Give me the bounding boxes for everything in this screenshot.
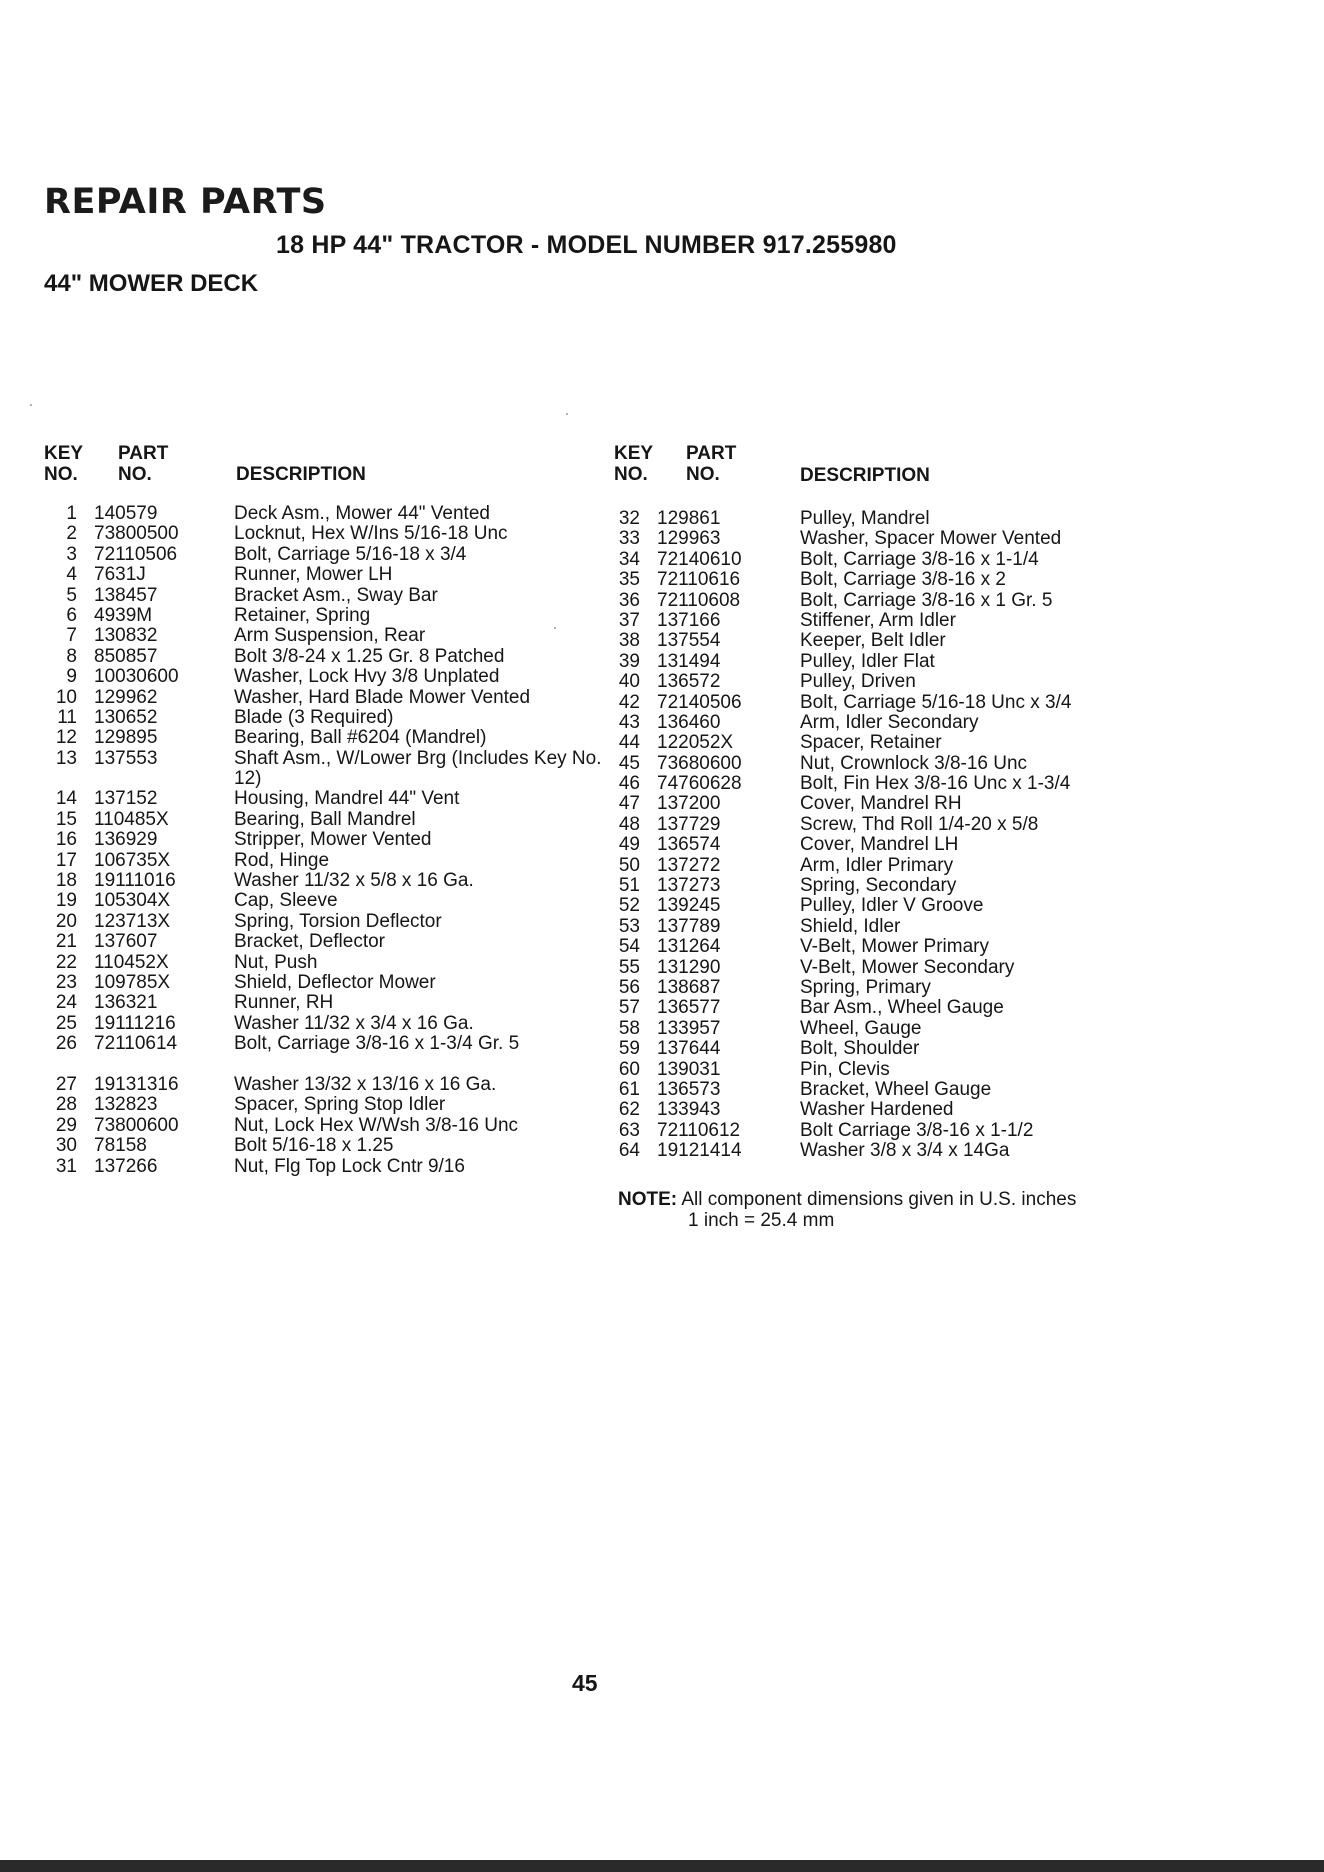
part-description: Spring, Secondary bbox=[800, 875, 957, 897]
part-description: Nut, Flg Top Lock Cntr 9/16 bbox=[234, 1155, 465, 1177]
parts-row bbox=[42, 606, 602, 626]
parts-row bbox=[42, 708, 602, 728]
part-number: 137554 bbox=[657, 630, 721, 652]
parts-row bbox=[42, 1116, 602, 1136]
parts-row bbox=[42, 586, 602, 606]
part-number: 129962 bbox=[94, 686, 158, 708]
parts-row bbox=[610, 591, 1190, 611]
parts-row bbox=[42, 912, 602, 932]
model-heading: 18 HP 44" TRACTOR - MODEL NUMBER 917.255980 bbox=[276, 231, 897, 259]
part-description: Spring, Primary bbox=[800, 976, 931, 998]
part-description: Nut, Push bbox=[234, 951, 318, 973]
part-number: 73800600 bbox=[94, 1114, 179, 1136]
part-no-header-right: PART NO. bbox=[686, 443, 737, 485]
part-number: 131290 bbox=[657, 956, 721, 978]
parts-row bbox=[42, 545, 602, 565]
key-number: 43 bbox=[618, 711, 640, 733]
parts-row bbox=[610, 856, 1190, 876]
note-text: All component dimensions given in U.S. inches bbox=[681, 1189, 1077, 1210]
key-number: 13 bbox=[55, 747, 77, 769]
part-description: Stiffener, Arm Idler bbox=[800, 609, 956, 631]
part-description: Stripper, Mower Vented bbox=[234, 829, 432, 851]
part-description: Bracket, Deflector bbox=[234, 931, 385, 953]
parts-row bbox=[610, 733, 1190, 753]
parts-row bbox=[42, 1157, 602, 1177]
key-number: 8 bbox=[66, 645, 77, 667]
parts-row bbox=[610, 835, 1190, 855]
key-no-header-right: KEY NO. bbox=[614, 443, 654, 485]
part-number: 130652 bbox=[94, 706, 158, 728]
key-number: 11 bbox=[57, 706, 77, 728]
key-number: 7 bbox=[66, 625, 77, 647]
part-description: Shaft Asm., W/Lower Brg (Includes Key No. 12) bbox=[234, 747, 602, 790]
key-number: 57 bbox=[618, 997, 640, 1019]
part-description: Bolt 5/16-18 x 1.25 bbox=[234, 1135, 394, 1157]
parts-row bbox=[42, 871, 602, 891]
key-number: 2 bbox=[66, 523, 77, 545]
part-number: 129963 bbox=[657, 528, 721, 550]
part-number: 110485X bbox=[94, 808, 169, 830]
parts-row bbox=[610, 713, 1190, 733]
part-description: Bracket Asm., Sway Bar bbox=[234, 584, 438, 606]
page-number: 45 bbox=[572, 1670, 598, 1696]
part-description: Arm, Idler Primary bbox=[800, 854, 954, 876]
key-number: 25 bbox=[55, 1012, 77, 1034]
part-number: 74760628 bbox=[657, 773, 742, 795]
parts-row bbox=[610, 652, 1190, 672]
key-number: 19 bbox=[55, 890, 77, 912]
part-description: Bolt 3/8-24 x 1.25 Gr. 8 Patched bbox=[234, 645, 505, 667]
part-description: Keeper, Belt Idler bbox=[800, 630, 946, 652]
key-number: 42 bbox=[618, 691, 640, 713]
part-description: Washer, Hard Blade Mower Vented bbox=[234, 686, 531, 708]
part-number: 19111216 bbox=[94, 1012, 176, 1034]
parts-row bbox=[610, 570, 1190, 590]
parts-row bbox=[610, 529, 1190, 549]
part-description: Bearing, Ball Mandrel bbox=[234, 808, 416, 830]
part-number: 105304X bbox=[94, 890, 171, 912]
parts-row bbox=[610, 550, 1190, 570]
part-number: 130832 bbox=[94, 625, 158, 647]
parts-table-left bbox=[42, 504, 602, 1177]
part-description: Shield, Idler bbox=[800, 915, 901, 937]
part-number: 140579 bbox=[94, 503, 158, 524]
part-description: Pin, Clevis bbox=[800, 1058, 890, 1080]
part-description: Arm Suspension, Rear bbox=[234, 625, 426, 647]
part-description: Bolt, Carriage 3/8-16 x 1-1/4 bbox=[800, 548, 1039, 570]
parts-row bbox=[42, 626, 602, 646]
scan-speck bbox=[30, 404, 32, 406]
key-number: 54 bbox=[618, 936, 640, 958]
parts-row bbox=[610, 611, 1190, 631]
part-no-header: PART NO. bbox=[118, 443, 169, 485]
part-number: 129861 bbox=[657, 508, 721, 529]
part-description: Housing, Mandrel 44" Vent bbox=[234, 788, 460, 810]
key-number: 12 bbox=[55, 727, 77, 749]
section-heading: 44" MOWER DECK bbox=[44, 270, 259, 297]
key-no-header: KEY NO. bbox=[44, 443, 84, 485]
parts-row bbox=[42, 993, 602, 1013]
note-conversion: 1 inch = 25.4 mm bbox=[688, 1210, 835, 1231]
part-description: Runner, RH bbox=[234, 992, 334, 1014]
key-number: 53 bbox=[618, 915, 640, 937]
part-description: Cap, Sleeve bbox=[234, 890, 338, 912]
key-number: 55 bbox=[618, 956, 640, 978]
key-number: 23 bbox=[55, 972, 77, 993]
part-description: Bearing, Ball #6204 (Mandrel) bbox=[234, 727, 487, 749]
parts-row bbox=[42, 728, 602, 748]
parts-row bbox=[610, 1019, 1190, 1039]
key-number: 27 bbox=[55, 1073, 77, 1095]
part-number: 10030600 bbox=[94, 666, 179, 688]
part-number: 72110616 bbox=[657, 569, 741, 591]
part-description: Blade (3 Required) bbox=[234, 706, 394, 728]
parts-row bbox=[42, 565, 602, 585]
parts-row bbox=[610, 937, 1190, 957]
part-description: Locknut, Hex W/Ins 5/16-18 Unc bbox=[234, 523, 508, 545]
parts-row bbox=[42, 973, 602, 993]
part-number: 72140506 bbox=[657, 691, 742, 713]
parts-row bbox=[610, 978, 1190, 998]
part-number: 137266 bbox=[94, 1155, 158, 1177]
part-number: 123713X bbox=[94, 910, 171, 932]
key-number: 61 bbox=[618, 1078, 640, 1100]
part-number: 137200 bbox=[657, 793, 721, 815]
dimensions-note bbox=[618, 1189, 1077, 1231]
key-number: 49 bbox=[618, 834, 640, 856]
key-number: 18 bbox=[55, 870, 77, 892]
part-number: 137729 bbox=[657, 813, 721, 835]
key-number: 64 bbox=[618, 1140, 640, 1162]
description-header: DESCRIPTION bbox=[236, 464, 366, 485]
parts-row bbox=[610, 672, 1190, 692]
key-number: 50 bbox=[618, 854, 640, 876]
key-number: 63 bbox=[618, 1119, 640, 1141]
part-description: Washer, Spacer Mower Vented bbox=[800, 528, 1062, 550]
part-description: Shield, Deflector Mower bbox=[234, 972, 436, 993]
part-description: Pulley, Idler Flat bbox=[800, 650, 935, 672]
part-number: 72110614 bbox=[94, 1033, 178, 1055]
parts-row bbox=[610, 1080, 1190, 1100]
part-description: Pulley, Driven bbox=[800, 671, 916, 693]
part-description: Spacer, Retainer bbox=[800, 732, 942, 754]
part-number: 137166 bbox=[657, 609, 721, 631]
parts-table-right bbox=[610, 509, 1190, 1162]
key-number: 30 bbox=[55, 1135, 77, 1157]
part-description: Cover, Mandrel RH bbox=[800, 793, 962, 815]
part-number: 19111016 bbox=[94, 870, 176, 892]
part-description: Spring, Torsion Deflector bbox=[234, 910, 442, 932]
part-description: Pulley, Idler V Groove bbox=[800, 895, 984, 917]
parts-row bbox=[42, 1034, 602, 1075]
key-number: 3 bbox=[66, 543, 77, 565]
part-description: Bolt, Carriage 5/16-18 Unc x 3/4 bbox=[800, 691, 1072, 713]
part-number: 850857 bbox=[94, 645, 158, 667]
part-number: 136460 bbox=[657, 711, 721, 733]
part-number: 136929 bbox=[94, 829, 158, 851]
part-number: 138687 bbox=[657, 976, 721, 998]
part-number: 73680600 bbox=[657, 752, 742, 774]
part-description: Pulley, Mandrel bbox=[800, 508, 930, 529]
key-number: 46 bbox=[618, 773, 640, 795]
key-number: 4 bbox=[66, 564, 77, 586]
part-number: 131494 bbox=[657, 650, 721, 672]
parts-row bbox=[610, 774, 1190, 794]
key-number: 9 bbox=[66, 666, 77, 688]
part-number: 131264 bbox=[657, 936, 721, 958]
part-number: 139245 bbox=[657, 895, 721, 917]
parts-row bbox=[610, 1060, 1190, 1080]
key-number: 47 bbox=[618, 793, 640, 815]
part-number: 139031 bbox=[657, 1058, 721, 1080]
parts-row bbox=[42, 830, 602, 850]
part-description: Bolt, Shoulder bbox=[800, 1038, 920, 1060]
part-number: 136321 bbox=[94, 992, 158, 1014]
part-description: Retainer, Spring bbox=[234, 604, 371, 626]
part-number: 122052X bbox=[657, 732, 734, 754]
parts-row bbox=[42, 647, 602, 667]
parts-row bbox=[42, 932, 602, 952]
key-number: 45 bbox=[618, 752, 640, 774]
part-number: 7631J bbox=[94, 564, 146, 586]
part-description: Bolt, Carriage 3/8-16 x 1-3/4 Gr. 5 bbox=[234, 1033, 520, 1055]
key-number: 62 bbox=[618, 1099, 640, 1121]
part-description: Deck Asm., Mower 44" Vented bbox=[234, 503, 490, 524]
part-number: 136572 bbox=[657, 671, 721, 693]
key-number: 51 bbox=[618, 875, 640, 897]
parts-row bbox=[610, 958, 1190, 978]
part-description: V-Belt, Mower Primary bbox=[800, 936, 989, 958]
key-number: 36 bbox=[618, 589, 640, 611]
key-number: 1 bbox=[66, 503, 77, 524]
part-number: 110452X bbox=[94, 951, 169, 973]
key-number: 39 bbox=[618, 650, 640, 672]
parts-row bbox=[610, 509, 1190, 529]
key-number: 10 bbox=[55, 686, 77, 708]
part-description: Bolt Carriage 3/8-16 x 1-1/2 bbox=[800, 1119, 1034, 1141]
key-number: 33 bbox=[618, 528, 640, 550]
parts-row bbox=[42, 749, 602, 790]
parts-row bbox=[42, 504, 602, 524]
part-description: Bracket, Wheel Gauge bbox=[800, 1078, 992, 1100]
part-number: 109785X bbox=[94, 972, 171, 993]
key-number: 29 bbox=[55, 1114, 77, 1136]
key-number: 58 bbox=[618, 1017, 640, 1039]
parts-row bbox=[42, 1095, 602, 1115]
parts-row bbox=[42, 524, 602, 544]
part-number: 106735X bbox=[94, 849, 171, 871]
part-description: Arm, Idler Secondary bbox=[800, 711, 979, 733]
part-description: Washer Hardened bbox=[800, 1099, 954, 1121]
part-description: Bolt, Fin Hex 3/8-16 Unc x 1-3/4 bbox=[800, 773, 1071, 795]
part-number: 19121414 bbox=[657, 1140, 742, 1162]
part-description: Runner, Mower LH bbox=[234, 564, 393, 586]
part-number: 73800500 bbox=[94, 523, 179, 545]
parts-row bbox=[610, 876, 1190, 896]
parts-row bbox=[610, 1121, 1190, 1141]
parts-row bbox=[610, 1039, 1190, 1059]
part-description: Washer 11/32 x 5/8 x 16 Ga. bbox=[234, 870, 474, 892]
part-number: 137789 bbox=[657, 915, 721, 937]
part-number: 137152 bbox=[94, 788, 158, 810]
part-description: Nut, Lock Hex W/Wsh 3/8-16 Unc bbox=[234, 1114, 519, 1136]
key-number: 40 bbox=[618, 671, 640, 693]
part-number: 132823 bbox=[94, 1094, 158, 1116]
part-description: Wheel, Gauge bbox=[800, 1017, 922, 1039]
part-description: Washer 13/32 x 13/16 x 16 Ga. bbox=[234, 1073, 497, 1095]
part-description: Rod, Hinge bbox=[234, 849, 330, 871]
parts-row bbox=[610, 998, 1190, 1018]
part-number: 136577 bbox=[657, 997, 721, 1019]
part-number: 137644 bbox=[657, 1038, 721, 1060]
scan-edge-bar bbox=[0, 1860, 1324, 1872]
part-number: 19131316 bbox=[94, 1073, 179, 1095]
part-number: 133943 bbox=[657, 1099, 721, 1121]
key-number: 37 bbox=[618, 609, 640, 631]
key-number: 22 bbox=[55, 951, 77, 973]
parts-row bbox=[610, 693, 1190, 713]
key-number: 21 bbox=[55, 931, 77, 953]
parts-row bbox=[610, 917, 1190, 937]
key-number: 5 bbox=[66, 584, 77, 606]
part-description: Washer 3/8 x 3/4 x 14Ga bbox=[800, 1140, 1010, 1162]
key-number: 56 bbox=[618, 976, 640, 998]
part-number: 138457 bbox=[94, 584, 158, 606]
parts-row bbox=[42, 789, 602, 809]
page-title: REPAIR PARTS bbox=[44, 182, 327, 222]
part-number: 4939M bbox=[94, 604, 153, 626]
key-number: 26 bbox=[55, 1033, 77, 1055]
part-description: Cover, Mandrel LH bbox=[800, 834, 959, 856]
part-description: Nut, Crownlock 3/8-16 Unc bbox=[800, 752, 1028, 774]
part-description: Bar Asm., Wheel Gauge bbox=[800, 997, 1004, 1019]
key-number: 28 bbox=[55, 1094, 77, 1116]
key-number: 59 bbox=[618, 1038, 640, 1060]
part-description: Bolt, Carriage 3/8-16 x 1 Gr. 5 bbox=[800, 589, 1053, 611]
part-description: Washer, Lock Hvy 3/8 Unplated bbox=[234, 666, 500, 688]
part-description: V-Belt, Mower Secondary bbox=[800, 956, 1015, 978]
parts-row bbox=[42, 953, 602, 973]
scan-speck bbox=[566, 413, 568, 415]
parts-row bbox=[42, 1014, 602, 1034]
description-header-right: DESCRIPTION bbox=[800, 465, 930, 486]
part-description: Washer 11/32 x 3/4 x 16 Ga. bbox=[234, 1012, 474, 1034]
key-number: 14 bbox=[55, 788, 77, 810]
parts-row bbox=[610, 794, 1190, 814]
key-number: 16 bbox=[55, 829, 77, 851]
key-number: 34 bbox=[618, 548, 640, 570]
key-number: 35 bbox=[618, 569, 640, 591]
part-number: 72110608 bbox=[657, 589, 741, 611]
part-number: 129895 bbox=[94, 727, 158, 749]
parts-row bbox=[42, 851, 602, 871]
key-number: 38 bbox=[618, 630, 640, 652]
parts-row bbox=[42, 667, 602, 687]
parts-row bbox=[610, 754, 1190, 774]
part-description: Bolt, Carriage 3/8-16 x 2 bbox=[800, 569, 1006, 591]
part-description: Bolt, Carriage 5/16-18 x 3/4 bbox=[234, 543, 467, 565]
part-number: 137607 bbox=[94, 931, 158, 953]
part-number: 137553 bbox=[94, 747, 158, 769]
part-number: 72140610 bbox=[657, 548, 742, 570]
part-number: 72110506 bbox=[94, 543, 178, 565]
parts-row bbox=[610, 1141, 1190, 1161]
key-number: 24 bbox=[55, 992, 77, 1014]
parts-row bbox=[610, 896, 1190, 916]
part-number: 136574 bbox=[657, 834, 721, 856]
part-description: Spacer, Spring Stop Idler bbox=[234, 1094, 446, 1116]
parts-row bbox=[610, 815, 1190, 835]
key-number: 44 bbox=[618, 732, 640, 754]
parts-row bbox=[610, 631, 1190, 651]
part-number: 136573 bbox=[657, 1078, 721, 1100]
parts-row bbox=[610, 1100, 1190, 1120]
parts-row bbox=[42, 891, 602, 911]
parts-row bbox=[42, 1075, 602, 1095]
note-label: NOTE: bbox=[618, 1189, 678, 1210]
key-number: 6 bbox=[66, 604, 77, 626]
part-number: 78158 bbox=[94, 1135, 147, 1157]
parts-row bbox=[42, 810, 602, 830]
parts-row bbox=[42, 1136, 602, 1156]
part-description: Screw, Thd Roll 1/4-20 x 5/8 bbox=[800, 813, 1039, 835]
key-number: 31 bbox=[55, 1155, 77, 1177]
key-number: 60 bbox=[618, 1058, 640, 1080]
part-number: 72110612 bbox=[657, 1119, 741, 1141]
key-number: 52 bbox=[618, 895, 640, 917]
parts-row bbox=[42, 688, 602, 708]
part-number: 137273 bbox=[657, 875, 721, 897]
key-number: 17 bbox=[55, 849, 77, 871]
key-number: 48 bbox=[618, 813, 640, 835]
key-number: 20 bbox=[55, 910, 77, 932]
key-number: 15 bbox=[55, 808, 77, 830]
part-number: 137272 bbox=[657, 854, 721, 876]
key-number: 32 bbox=[618, 508, 640, 529]
part-number: 133957 bbox=[657, 1017, 721, 1039]
